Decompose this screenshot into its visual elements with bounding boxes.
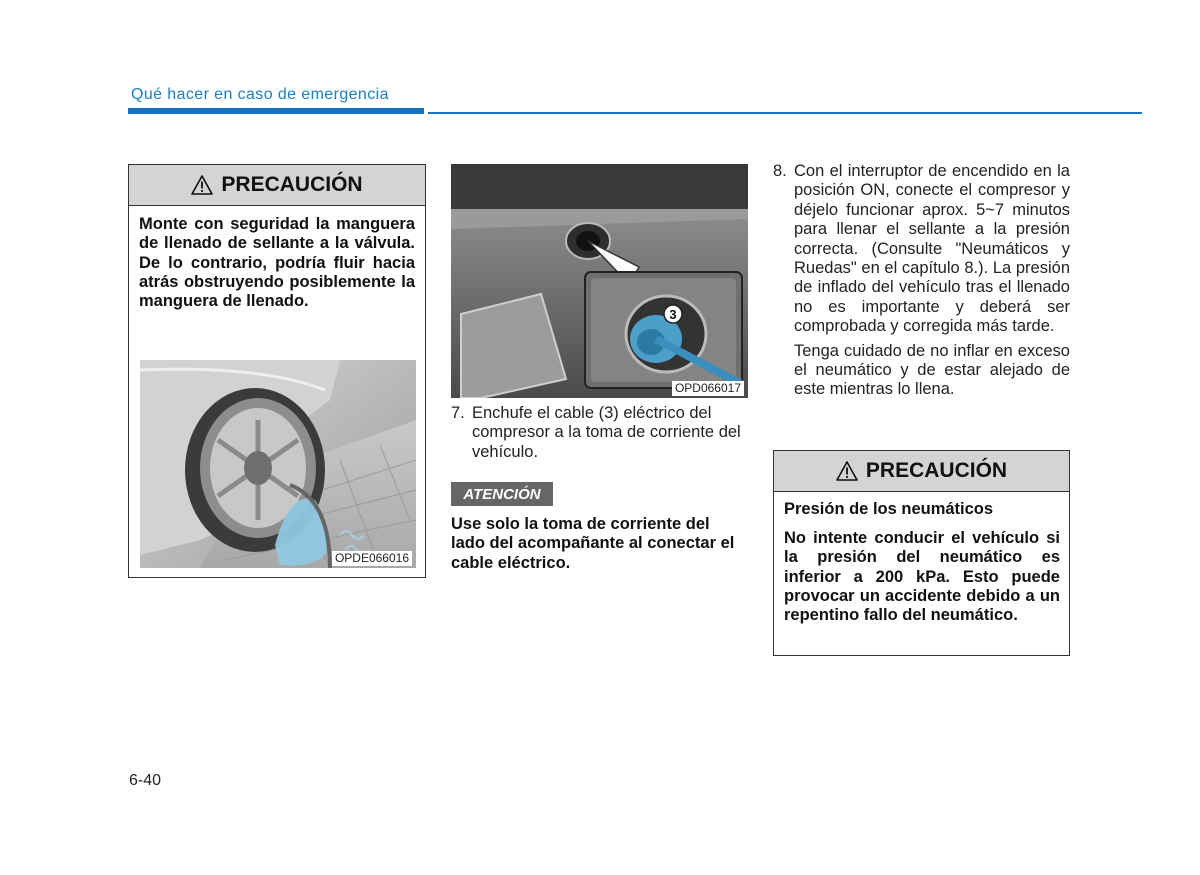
step-7-number: 7. (451, 404, 465, 422)
tire-valve-figure (140, 360, 416, 568)
step-7-text: Enchufe el cable (3) eléctrico del compresor a la toma de corriente del vehículo. (472, 404, 741, 461)
left-caution-header (129, 165, 425, 206)
right-caution-body: No intente conducir el vehículo si la presión del neumático es inferior a 200 kPa. Esto puede provocar un accidente debido a un repentino fallo del neumático. (784, 529, 1060, 625)
header-rule-thick (128, 108, 424, 114)
power-outlet-figure (451, 164, 748, 398)
page-number: 6-40 (129, 772, 162, 789)
step-8 (773, 162, 1070, 400)
step-8-note: Tenga cuidado de no inflar en exceso el neumático y de estar alejado de este mientras lo llena. (794, 341, 1070, 399)
step-7 (451, 404, 748, 462)
step-8-text: Con el interruptor de encendido en la posición ON, conecte el compresor y déjelo funcionar aprox. 5~7 minutos para llenar el sellante a la presión correcta. (Consulte "Neumáticos y Ruedas" en el capítulo 8.). La presión de inflado del vehículo tras el llenado no es importante y deberá ser comprobada y corregida más tarde. (794, 162, 1070, 336)
power-outlet-illustration (451, 164, 748, 398)
right-caution-header (774, 451, 1069, 492)
right-caution-box (773, 450, 1070, 656)
right-caution-title: PRECAUCIÓN (865, 459, 1008, 482)
callout-number: 3 (669, 307, 677, 322)
left-caution-box (128, 164, 426, 578)
warning-triangle-icon (191, 175, 213, 195)
left-figure-code: OPDE066016 (332, 551, 412, 566)
middle-figure-code: OPD066017 (672, 381, 744, 396)
section-title: Qué hacer en caso de emergencia (131, 86, 389, 103)
left-caution-title: PRECAUCIÓN (221, 173, 363, 196)
left-caution-body: Monte con seguridad la manguera de llenado de sellante a la válvula. De lo contrario, podría fluir hacia atrás obstruyendo posiblemente la manguera de llenado. (139, 215, 415, 311)
header-rule-thin (428, 112, 1142, 114)
tire-valve-illustration (140, 360, 416, 568)
warning-triangle-icon (836, 461, 858, 481)
attention-text: Use solo la toma de corriente del lado del acompañante al conectar el cable eléctrico. (451, 515, 735, 572)
step-8-number: 8. (773, 162, 787, 180)
right-caution-subtitle: Presión de los neumáticos (784, 500, 994, 518)
attention-label: ATENCIÓN (451, 482, 553, 506)
